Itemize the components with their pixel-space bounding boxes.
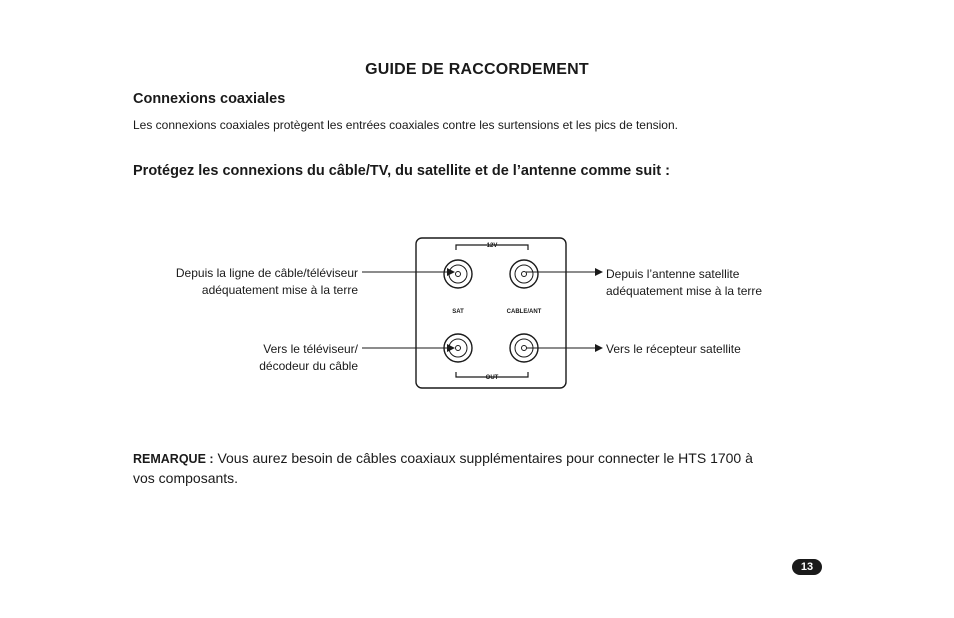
page-title: GUIDE DE RACCORDEMENT — [365, 61, 589, 78]
callout-right-top — [606, 266, 762, 300]
callout-line: décodeur du câble — [259, 359, 358, 373]
callout-line: adéquatement mise à la terre — [606, 284, 763, 298]
section-heading: Connexions coaxiales — [133, 91, 286, 107]
callout-line: Depuis la ligne de câble/téléviseur — [175, 266, 358, 280]
instruction-heading: Protégez les connexions du câble/TV, du satellite et de l’antenne comme suit : — [133, 163, 670, 179]
remark-label: REMARQUE : — [133, 452, 214, 466]
callout-line: Vers le téléviseur/ — [263, 342, 358, 356]
callout-line: Vers le récepteur satellite — [606, 342, 741, 356]
callout-left-top — [98, 265, 358, 299]
panel-label-out: OUT — [485, 375, 499, 381]
callout-line: Depuis l’antenne satellite — [606, 267, 740, 281]
page-number-badge: 13 — [792, 559, 822, 575]
panel-label-12v: 12V — [486, 243, 498, 249]
connector-cable-in — [510, 260, 538, 288]
remark-text: Vous aurez besoin de câbles coaxiaux supplémentaires pour connecter le HTS 1700 à vos composants. — [133, 450, 753, 486]
intro-paragraph: Les connexions coaxiales protègent les entrées coaxiales contre les surtensions et les pics de tension. — [133, 118, 678, 132]
callout-left-bottom — [98, 341, 358, 375]
callout-line: adéquatement mise à la terre — [201, 283, 358, 297]
remark-paragraph — [133, 449, 773, 488]
callout-right-bottom — [606, 341, 741, 358]
connector-panel — [416, 238, 566, 388]
connector-sat-in — [444, 260, 472, 288]
panel-label-sat: SAT — [452, 309, 464, 315]
panel-label-cable: CABLE/ANT — [506, 309, 542, 315]
